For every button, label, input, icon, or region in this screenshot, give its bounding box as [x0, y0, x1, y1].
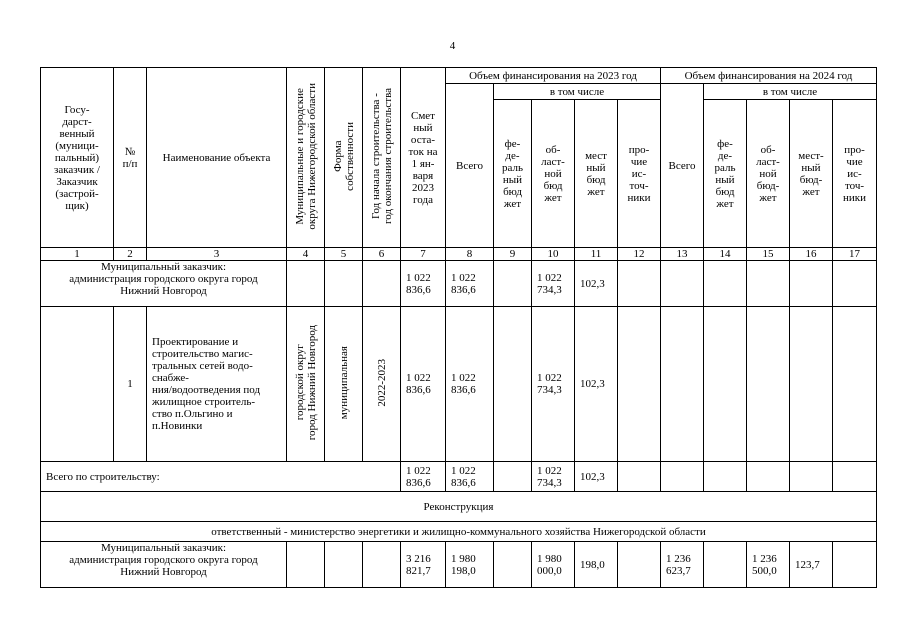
total-2023-value: 1 022 836,6: [446, 261, 494, 307]
table-row: [41, 261, 877, 307]
project-municipal: городской округ город Нижний Новгород: [287, 307, 325, 462]
col-number: 11: [575, 248, 618, 261]
header-federal-2024: фе- де- раль ный бюд жет: [704, 100, 747, 248]
header-local-2024: мест- ный бюд- жет: [790, 100, 833, 248]
total-2023-value: 1 980 198,0: [446, 542, 494, 588]
col-number: 9: [494, 248, 532, 261]
col-number: 16: [790, 248, 833, 261]
col-number: 12: [618, 248, 661, 261]
col-number: 7: [401, 248, 446, 261]
col-number: 17: [833, 248, 877, 261]
header-total-2024: Всего: [661, 84, 704, 248]
header-including-2023: в том числе: [494, 84, 661, 100]
regional-2023-value: 1 022 734,3: [532, 261, 575, 307]
table-row: [41, 307, 877, 462]
table-row: [41, 492, 877, 522]
col-number: 4: [287, 248, 325, 261]
estimate-value: 1 022 836,6: [401, 307, 446, 462]
col-number: 2: [114, 248, 147, 261]
table-row: [41, 522, 877, 542]
header-federal-2023: фе- де- раль ный бюд жет: [494, 100, 532, 248]
estimate-value: 1 022 836,6: [401, 261, 446, 307]
total-2023-value: 1 022 836,6: [446, 307, 494, 462]
local-2023-value: 102,3: [575, 462, 618, 492]
customer-label: Муниципальный заказчик: администрация городского округа город Нижний Новгород: [41, 261, 287, 307]
table-row: [41, 462, 877, 492]
header-including-2024: в том числе: [704, 84, 877, 100]
header-local-2023: мест ный бюд жет: [575, 100, 618, 248]
total-2023-value: 1 022 836,6: [446, 462, 494, 492]
estimate-value: 1 022 836,6: [401, 462, 446, 492]
header-regional-2023: об- ласт- ной бюд жет: [532, 100, 575, 248]
regional-2023-value: 1 022 734,3: [532, 307, 575, 462]
table-row: [41, 542, 877, 588]
header-other-2024: про- чие ис- точ- ники: [833, 100, 877, 248]
header-object-name: Наименование объекта: [147, 68, 287, 248]
project-num: 1: [114, 307, 147, 462]
col-number: 6: [363, 248, 401, 261]
local-2023-value: 102,3: [575, 307, 618, 462]
col-number: 1: [41, 248, 114, 261]
col-number: 14: [704, 248, 747, 261]
header-total-2023: Всего: [446, 84, 494, 248]
header-customer: Госу- дарст- венный (муници- пальный) заказчик / Заказчик (застрой- щик): [41, 68, 114, 248]
header-fin-2023: Объем финансирования на 2023 год: [446, 68, 661, 84]
col-number: 10: [532, 248, 575, 261]
header-years: Год начала строительства - год окончания строительства: [363, 68, 401, 248]
header-ownership: Форма собственности: [325, 68, 363, 248]
responsible-text: ответственный - министерство энергетики и жилищно-коммунального хозяйства Нижегородской области: [41, 522, 877, 542]
project-name: Проектирование и строительство магис- тральных сетей водо- снабже- ния/водоотведения под жилищное строитель- ство п.Ольгино и п.Новинки: [147, 307, 287, 462]
col-number: 13: [661, 248, 704, 261]
total-label: Всего по строительству:: [41, 462, 401, 492]
header-estimate: Смет ный оста- ток на 1 ян- варя 2023 года: [401, 68, 446, 248]
local-2023-value: 198,0: [575, 542, 618, 588]
estimate-value: 3 216 821,7: [401, 542, 446, 588]
regional-2023-value: 1 980 000,0: [532, 542, 575, 588]
col-number: 5: [325, 248, 363, 261]
header-num: № п/п: [114, 68, 147, 248]
regional-2023-value: 1 022 734,3: [532, 462, 575, 492]
section-title: Реконструкция: [41, 492, 877, 522]
total-2024-value: 1 236 623,7: [661, 542, 704, 588]
local-2023-value: 102,3: [575, 261, 618, 307]
page-number: 4: [449, 40, 456, 52]
regional-2024-value: 1 236 500,0: [747, 542, 790, 588]
local-2024-value: 123,7: [790, 542, 833, 588]
customer-label: Муниципальный заказчик: администрация городского округа город Нижний Новгород: [41, 542, 287, 588]
header-municipal: Муниципальные и городские округа Нижегородской области: [287, 68, 325, 248]
project-years: 2022-2023: [363, 307, 401, 462]
col-number: 3: [147, 248, 287, 261]
financing-table: [40, 67, 877, 588]
header-regional-2024: об- ласт- ной бюд- жет: [747, 100, 790, 248]
project-ownership: муниципальная: [325, 307, 363, 462]
header-other-2023: про- чие ис- точ- ники: [618, 100, 661, 248]
col-number: 8: [446, 248, 494, 261]
header-fin-2024: Объем финансирования на 2024 год: [661, 68, 877, 84]
col-number: 15: [747, 248, 790, 261]
